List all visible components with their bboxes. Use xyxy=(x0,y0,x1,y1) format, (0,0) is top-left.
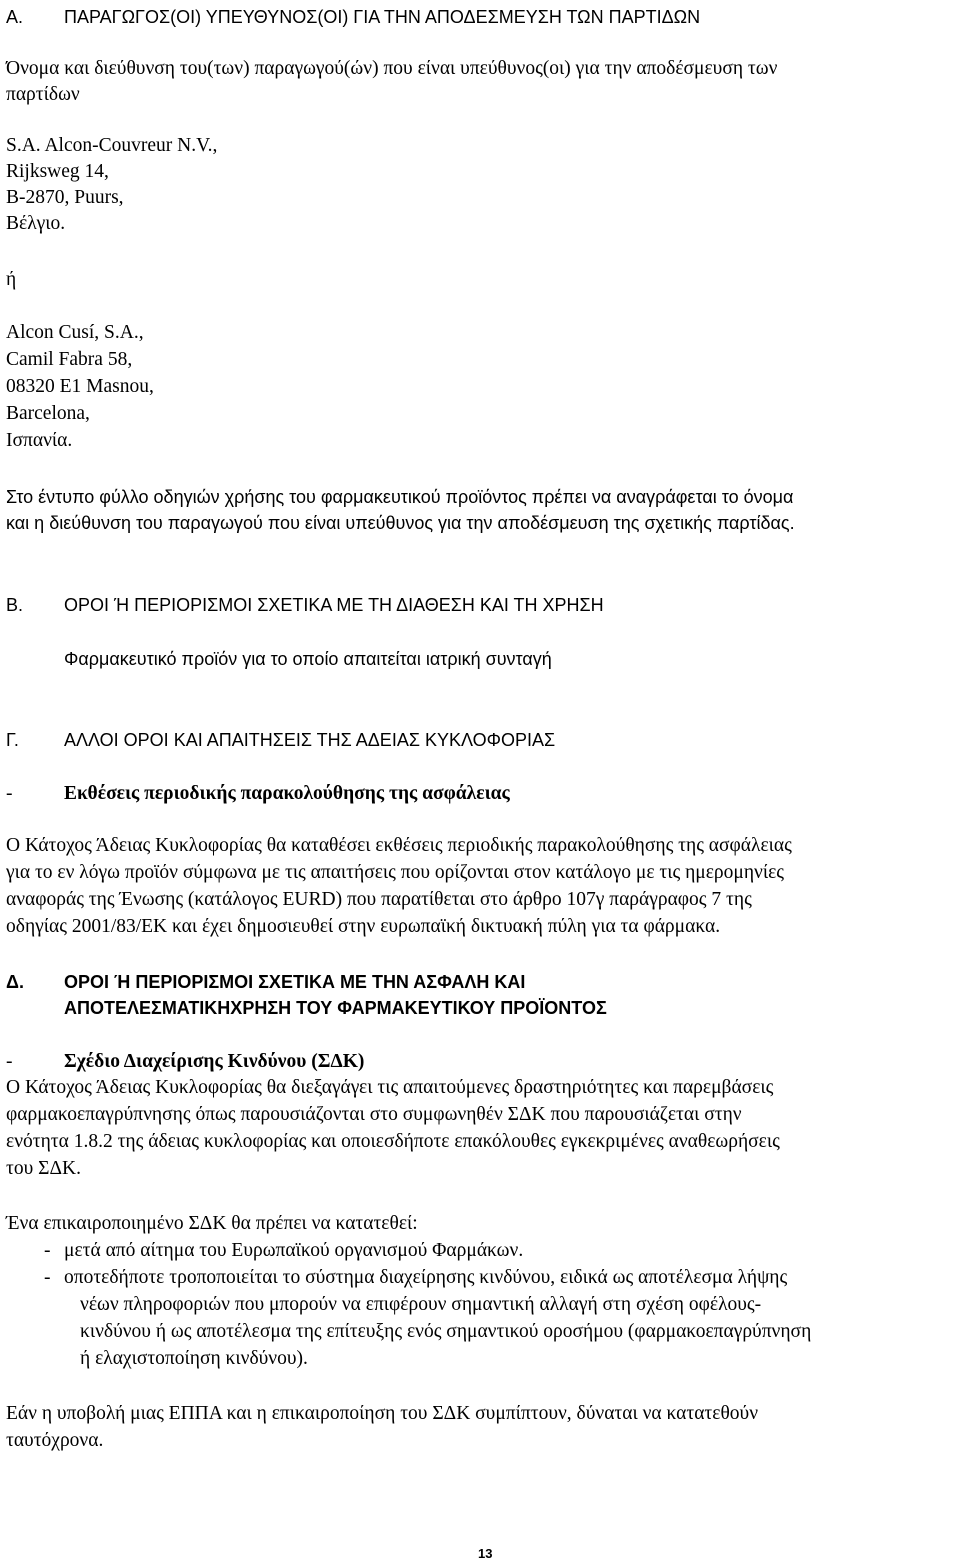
section-d-paragraph-line-3: ενότητα 1.8.2 της άδειας κυκλοφορίας και οποιεσδήποτε επακόλουθες εγκεκριμένες αναθεωρήσεις xyxy=(6,1131,780,1152)
section-a-heading: ΠΑΡΑΓΩΓΟΣ(ΟΙ) ΥΠΕΥΘΥΝΟΣ(ΟΙ) ΓΙΑ ΤΗΝ ΑΠΟΔΕΣΜΕΥΣΗ ΤΩΝ ΠΑΡΤΙΔΩΝ xyxy=(64,7,701,27)
address-2-line-4: Barcelona, xyxy=(6,403,90,424)
section-d-heading-line-1: ΟΡΟΙ Ή ΠΕΡΙΟΡΙΣΜΟΙ ΣΧΕΤΙΚΑ ΜΕ ΤΗΝ ΑΣΦΑΛΗ ΚΑΙ xyxy=(64,972,526,992)
closing-line-2: ταυτόχρονα. xyxy=(6,1430,104,1451)
bullet-2-line-4: ή ελαχιστοποίηση κινδύνου). xyxy=(80,1348,308,1369)
address-2-line-2: Camil Fabra 58, xyxy=(6,349,133,370)
section-a-intro-line-2: παρτίδων xyxy=(6,84,80,105)
section-b-heading: ΟΡΟΙ Ή ΠΕΡΙΟΡΙΣΜΟΙ ΣΧΕΤΙΚΑ ΜΕ ΤΗ ΔΙΑΘΕΣΗ ΚΑΙ ΤΗ ΧΡΗΣΗ xyxy=(64,595,604,615)
bullet-1-text: μετά από αίτημα του Ευρωπαϊκού οργανισμού Φαρμάκων. xyxy=(64,1240,524,1261)
bullet-2-line-1: οποτεδήποτε τροποποιείται το σύστημα διαχείρησης κινδύνου, ειδικά ως αποτέλεσμα λήψης xyxy=(64,1267,788,1288)
section-c-letter: Γ. xyxy=(6,730,19,750)
section-b-text: Φαρμακευτικό προϊόν για το οποίο απαιτείται ιατρική συνταγή xyxy=(64,649,552,669)
section-c-paragraph-line-3: αναφοράς της Ένωσης (κατάλογος EURD) που παρατίθεται στο άρθρο 107γ παράγραφος 7 της xyxy=(6,889,752,910)
section-c-paragraph-line-2: για το εν λόγω προϊόν σύμφωνα με τις απαιτήσεις που ορίζονται στον κατάλογο με τις ημερομηνίες xyxy=(6,862,785,883)
or-separator: ή xyxy=(6,269,17,290)
bullet-2-line-3: κινδύνου ή ως αποτέλεσμα της επίτευξης ενός σημαντικού οροσήμου (φαρμακοεπαγρύπνηση xyxy=(80,1321,812,1342)
section-d-paragraph-line-4: του ΣΔΚ. xyxy=(6,1158,81,1179)
section-d-paragraph-line-2: φαρμακοεπαγρύπνησης όπως παρουσιάζονται στο συμφωνηθέν ΣΔΚ που παρουσιάζεται στην xyxy=(6,1104,742,1125)
section-c-paragraph-line-1: Ο Κάτοχος Άδειας Κυκλοφορίας θα καταθέσει εκθέσεις περιοδικής παρακολούθησης της ασφάλειας xyxy=(6,835,792,856)
section-c-dash: - xyxy=(6,783,13,804)
section-b-letter: B. xyxy=(6,595,24,615)
leaflet-note-line-1: Στο έντυπο φύλλο οδηγιών χρήσης του φαρμακευτικού προϊόντος πρέπει να αναγράφεται το όνομα xyxy=(6,487,794,507)
address-1-line-3: B-2870, Puurs, xyxy=(6,187,124,208)
section-d-paragraph-line-1: Ο Κάτοχος Άδειας Κυκλοφορίας θα διεξαγάγει τις απαιτούμενες δραστηριότητες και παρεμβάσεις xyxy=(6,1077,774,1098)
update-intro: Ένα επικαιροποιημένο ΣΔΚ θα πρέπει να κατατεθεί: xyxy=(6,1213,418,1234)
address-1-line-4: Βέλγιο. xyxy=(6,213,66,234)
section-d-dash: - xyxy=(6,1051,13,1072)
section-a-intro-line-1: Όνομα και διεύθυνση του(των) παραγωγού(ών) που είναι υπεύθυνος(οι) για την αποδέσμευση των xyxy=(6,58,778,79)
page-number: 13 xyxy=(478,1546,493,1561)
address-2-line-3: 08320 E1 Masnou, xyxy=(6,376,154,397)
address-2-line-5: Ισπανία. xyxy=(6,430,73,451)
bullet-2-dash: - xyxy=(44,1267,51,1288)
section-d-letter: Δ. xyxy=(6,972,24,992)
section-a-letter: A. xyxy=(6,7,24,27)
leaflet-note-line-2: και η διεύθυνση του παραγωγού που είναι υπεύθυνος για την αποδέσμευση της σχετικής παρτίδας. xyxy=(6,513,795,533)
section-c-heading: ΑΛΛΟΙ ΟΡΟΙ ΚΑΙ ΑΠΑΙΤΗΣΕΙΣ ΤΗΣ ΑΔΕΙΑΣ ΚΥΚΛΟΦΟΡΙΑΣ xyxy=(64,730,556,750)
section-c-subheading: Εκθέσεις περιοδικής παρακολούθησης της ασφάλειας xyxy=(64,783,510,804)
section-c-paragraph-line-4: οδηγίας 2001/83/ΕΚ και έχει δημοσιευθεί στην ευρωπαϊκή δικτυακή πύλη για τα φάρμακα. xyxy=(6,916,721,937)
section-d-heading-line-2: ΑΠΟΤΕΛΕΣΜΑΤΙΚΗΧΡΗΣΗ ΤΟΥ ΦΑΡΜΑΚΕΥΤΙΚΟΥ ΠΡΟΪΟΝΤΟΣ xyxy=(64,998,607,1018)
bullet-1-dash: - xyxy=(44,1240,51,1261)
bullet-2-line-2: νέων πληροφοριών που μπορούν να επιφέρουν σημαντική αλλαγή στη σχέση οφέλους- xyxy=(80,1294,762,1315)
section-d-subheading: Σχέδιο Διαχείρισης Κινδύνου (ΣΔΚ) xyxy=(64,1051,365,1072)
address-2-line-1: Alcon Cusí, S.A., xyxy=(6,322,144,343)
address-1-line-2: Rijksweg 14, xyxy=(6,161,109,182)
closing-line-1: Εάν η υποβολή μιας ΕΠΠΑ και η επικαιροποίηση του ΣΔΚ συμπίπτουν, δύναται να κατατεθούν xyxy=(6,1403,759,1424)
address-1-line-1: S.A. Alcon-Couvreur N.V., xyxy=(6,135,218,156)
